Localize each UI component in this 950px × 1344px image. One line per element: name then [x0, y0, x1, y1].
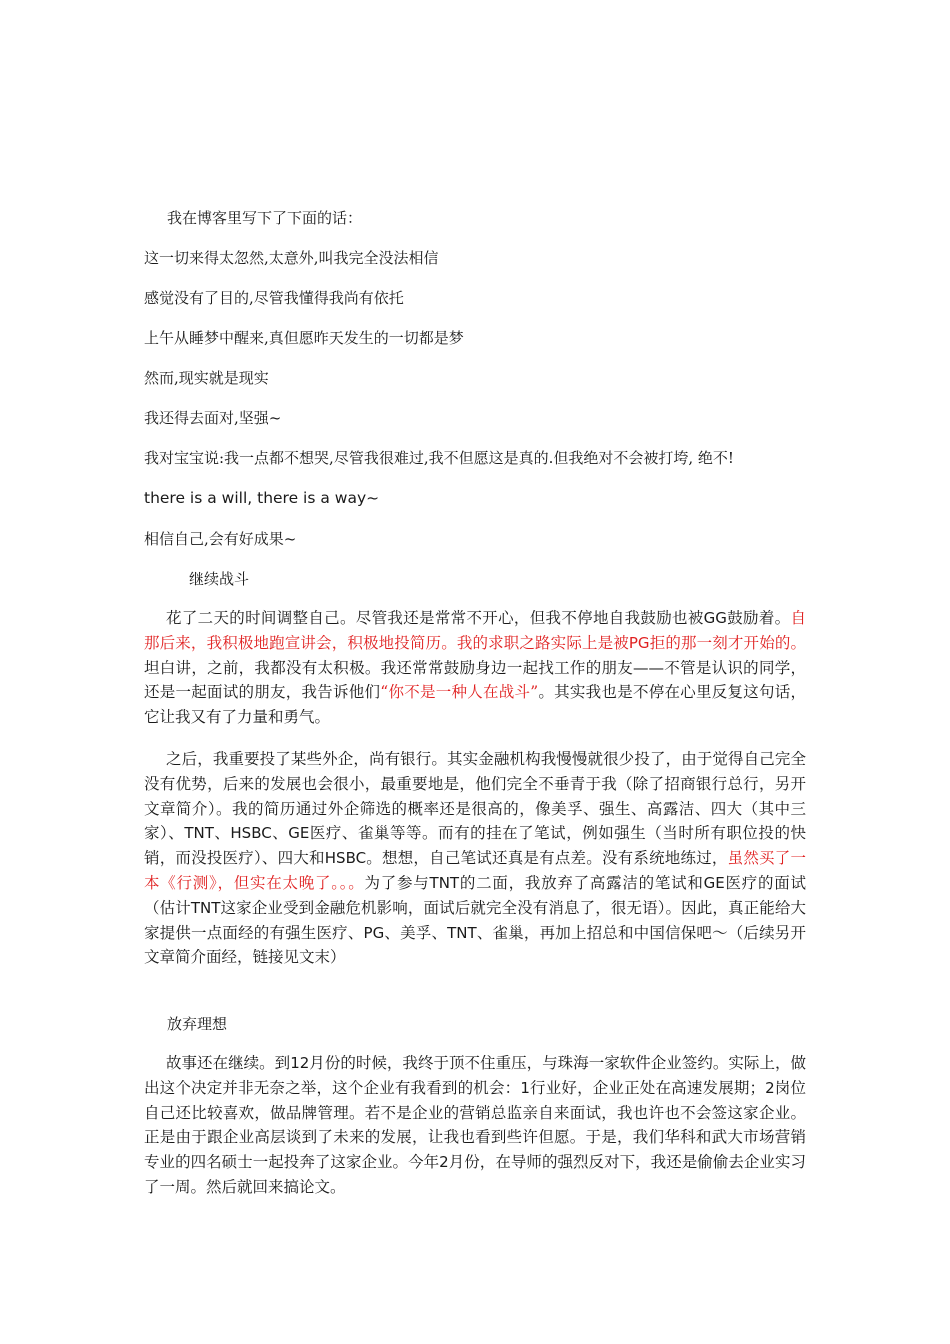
text-run: 、美孚、	[384, 923, 448, 942]
highlight-run: 自那后来，我积极地跑宣讲会，积极地投简历。我的求职之路实际上是被	[144, 609, 806, 652]
text-run: 2	[439, 1153, 449, 1172]
poem-line-english: there is a will, there is a way~	[144, 489, 380, 507]
text-run: 。其实我也是不停在心里反复这句话，它让我又有了力量和勇气。	[144, 683, 806, 727]
text-run: GE	[703, 873, 725, 892]
paragraph-3	[144, 1051, 806, 1200]
text-run: 鼓励着。	[726, 609, 791, 627]
section-title: 继续战斗	[189, 570, 250, 588]
poem-line: 然而,现实就是现实	[144, 369, 269, 387]
paragraph-1	[144, 606, 806, 730]
section-title: 放弃理想	[167, 1015, 228, 1033]
text-run: TNT	[190, 898, 221, 917]
poem-line: 相信自己,会有好成果~	[144, 530, 297, 548]
intro-line: 我在博客里写下了下面的话：	[167, 209, 363, 227]
text-run: 坦白讲，之前，我都没有太积极。我还常常鼓励身边一起找工作的朋友——不管是认识的同学，还是一起面试的朋友，我告诉他们	[144, 658, 806, 702]
text-run: TNT	[429, 873, 460, 892]
paragraph-2	[144, 747, 806, 970]
poem-line: 上午从睡梦中醒来,真但愿昨天发生的一切都是梦	[144, 329, 464, 347]
text-run: 2	[765, 1078, 775, 1097]
text-run: 、雀巢，再加上招总和中国信保吧～（后续另开文章简介面经，链接见文末）	[144, 923, 806, 967]
text-run: 岗位自己还比较喜欢，做品牌管理。若不是企业的营销总监亲自来面试，我也许也不会签这家企业。正是由于跟企业高层谈到了未来的发展，让我也看到些许但愿。于是，我们华科和武大市场营销专业的四名硕士一起投奔了这家企业。今年	[144, 1078, 806, 1172]
poem-line: 我还得去面对,坚强~	[144, 409, 282, 427]
text-run: GG	[703, 609, 727, 627]
text-run: 月份，在导师的强烈反对下，我还是偷偷去企业实习了一周。然后就回来搞论文。	[144, 1153, 806, 1196]
text-run: 月份的时候，我终于顶不住重压，与珠海一家软件企业签约。实际上，做出这个决定并非无奈之举，这个企业有我看到的机会：	[144, 1054, 806, 1097]
text-run: 12	[290, 1054, 310, 1072]
highlight-run: 虽然买了一本《行测》，但实在太晚了。。。	[144, 849, 806, 892]
text-run: 医疗、雀巢等等。而有的挂在了笔试，例如强生（当时所有职位投的快销，而没投医疗）、四大和	[144, 824, 806, 868]
text-run: 、	[213, 824, 231, 843]
text-run: 这家企业受到金融危机影响，面试后就完全没有消息了，很无语）。因此，真正能给大家提供一点面经的有强生医疗、	[144, 898, 806, 942]
text-run: 1	[520, 1078, 530, 1097]
highlight-run: PG	[628, 633, 650, 652]
text-run: 的二面，我放弃了高露洁的笔试和	[459, 873, 704, 892]
text-run: 、	[271, 824, 289, 843]
highlight-run: “你不是一种人在战斗”	[380, 683, 539, 702]
text-run: 之后，我重要投了某些外企，尚有银行。其实金融机构我慢慢就很少投了，由于觉得自己完全没有优势，后来的发展也会很小，最重要地是，他们完全不垂青于我（除了招商银行总行，另开文章简介）。我的简历通过外企筛选的概率还是很高的，像美孚、强生、高露洁、四大（其中三家）、	[144, 750, 806, 843]
text-run: 故事还在继续。到	[166, 1054, 291, 1072]
text-run: HSBC	[324, 849, 367, 868]
text-run: TNT	[184, 824, 214, 843]
text-run: 。想想，自己笔试还真是有点差。没有系统地练过，	[366, 849, 728, 868]
text-run: 为了参与	[364, 873, 430, 892]
poem-line: 我对宝宝说:我一点都不想哭,尽管我很难过,我不但愿这是真的.但我绝对不会被打垮, 绝不!	[144, 449, 734, 467]
text-run: HSBC	[230, 824, 272, 843]
text-run: GE	[288, 824, 310, 843]
text-run: 医疗的面试（估计	[144, 873, 806, 917]
poem-line: 这一切来得太忽然,太意外,叫我完全没法相信	[144, 249, 439, 267]
text-run: 行业好，企业正处在高速发展期；	[529, 1078, 766, 1097]
text-run: 花了二天的时间调整自己。尽管我还是常常不开心，但我不停地自我鼓励也被	[166, 609, 704, 627]
text-run: TNT	[447, 923, 477, 942]
highlight-run: 拒的那一刻才开始的。	[649, 633, 806, 652]
poem-line: 感觉没有了目的,尽管我懂得我尚有依托	[144, 289, 404, 307]
text-run: PG	[363, 923, 385, 942]
